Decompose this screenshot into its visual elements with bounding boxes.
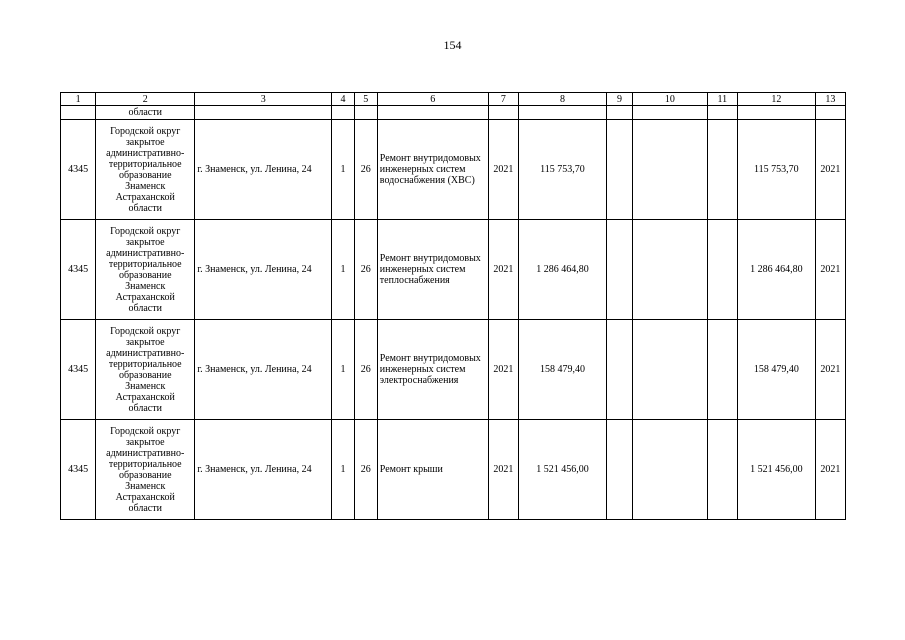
col5-cell: 26 [354,320,377,420]
page-number: 154 [443,38,462,52]
start-year-cell: 2021 [488,420,518,520]
end-year-cell: 2021 [815,420,845,520]
total-cell: 158 479,40 [737,320,815,420]
municipality-cell: Городской округ закрытое административно-территориальное образование Знаменск Астраханской области [96,420,195,520]
start-year-cell: 2021 [488,220,518,320]
col9-cell [606,320,632,420]
col11-cell [707,220,737,320]
col11-cell [707,320,737,420]
municipality-cell: Городской округ закрытое административно-территориальное образование Знаменск Астраханской области [96,220,195,320]
column-header: 5 [354,93,377,106]
table-row [61,120,846,220]
col11-cell [707,120,737,220]
continued-municipality: области [96,106,195,120]
col9-cell [606,420,632,520]
work-type-cell: Ремонт внутридомовых инженерных систем теплоснабжения [377,220,488,320]
column-header: 3 [195,93,332,106]
cost-cell: 1 286 464,80 [519,220,607,320]
cost-cell: 115 753,70 [519,120,607,220]
column-header: 4 [332,93,354,106]
column-header: 1 [61,93,96,106]
work-type-cell: Ремонт крыши [377,420,488,520]
col9-cell [606,120,632,220]
column-header: 8 [519,93,607,106]
total-cell: 115 753,70 [737,120,815,220]
end-year-cell: 2021 [815,320,845,420]
col4-cell: 1 [332,120,354,220]
col4-cell: 1 [332,220,354,320]
cost-cell: 1 521 456,00 [519,420,607,520]
start-year-cell: 2021 [488,120,518,220]
table-row [61,420,846,520]
municipality-cell: Городской округ закрытое административно-территориальное образование Знаменск Астраханской области [96,320,195,420]
start-year-cell: 2021 [488,320,518,420]
work-type-cell: Ремонт внутридомовых инженерных систем электроснабжения [377,320,488,420]
col5-cell: 26 [354,220,377,320]
work-type-cell: Ремонт внутридомовых инженерных систем водоснабжения (ХВС) [377,120,488,220]
col10-cell [633,220,708,320]
col10-cell [633,420,708,520]
address-cell: г. Знаменск, ул. Ленина, 24 [195,320,332,420]
col5-cell: 26 [354,420,377,520]
address-cell: г. Знаменск, ул. Ленина, 24 [195,120,332,220]
column-header: 13 [815,93,845,106]
column-header: 6 [377,93,488,106]
table-row [61,220,846,320]
table-row [61,320,846,420]
column-header: 12 [737,93,815,106]
col5-cell: 26 [354,120,377,220]
address-cell: г. Знаменск, ул. Ленина, 24 [195,220,332,320]
total-cell: 1 521 456,00 [737,420,815,520]
row-id: 4345 [61,420,96,520]
column-header: 10 [633,93,708,106]
col10-cell [633,320,708,420]
col10-cell [633,120,708,220]
end-year-cell: 2021 [815,120,845,220]
row-id: 4345 [61,220,96,320]
column-header: 7 [488,93,518,106]
column-number-row [61,93,846,106]
column-header: 9 [606,93,632,106]
column-header: 2 [96,93,195,106]
row-id: 4345 [61,320,96,420]
continuation-row [61,106,846,120]
end-year-cell: 2021 [815,220,845,320]
col4-cell: 1 [332,420,354,520]
total-cell: 1 286 464,80 [737,220,815,320]
row-id: 4345 [61,120,96,220]
col11-cell [707,420,737,520]
repair-registry-table [60,92,846,520]
address-cell: г. Знаменск, ул. Ленина, 24 [195,420,332,520]
municipality-cell: Городской округ закрытое административно-территориальное образование Знаменск Астраханской области [96,120,195,220]
cost-cell: 158 479,40 [519,320,607,420]
col9-cell [606,220,632,320]
column-header: 11 [707,93,737,106]
col4-cell: 1 [332,320,354,420]
